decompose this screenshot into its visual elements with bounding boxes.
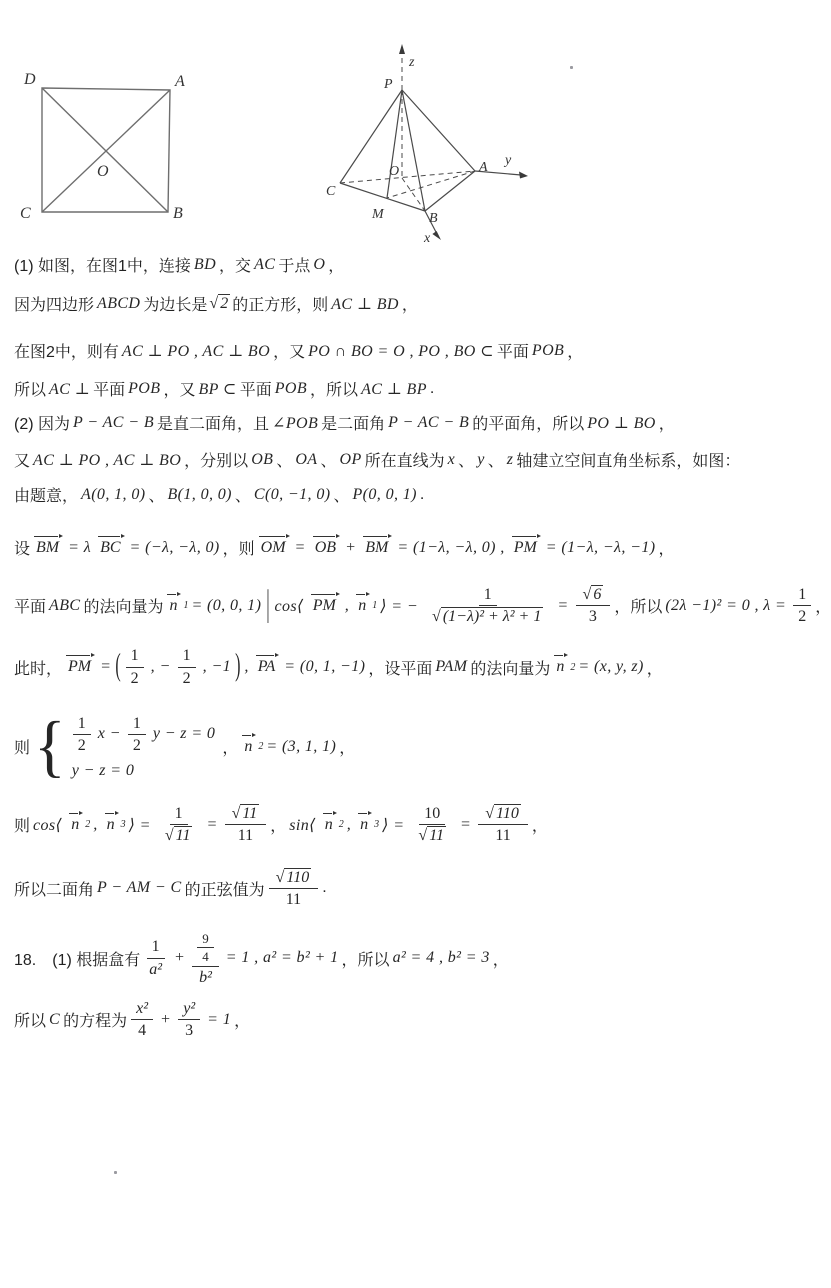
radicand: 11 [175, 827, 191, 845]
math: , [93, 815, 98, 833]
vector-BM: BM [36, 538, 60, 556]
text: ，所以 [341, 951, 390, 969]
math: P(0, 0, 1) [352, 485, 417, 503]
math: P − AC − B [73, 413, 155, 431]
math: O [313, 255, 326, 273]
text: 是二面角 [321, 416, 386, 433]
subscript: 3 [120, 819, 126, 831]
text: 平面 [496, 344, 529, 361]
text: . [419, 485, 425, 503]
text: ， [270, 818, 287, 836]
text: ， [339, 740, 356, 758]
frac-num [576, 585, 611, 606]
text: 、 [234, 488, 251, 505]
fraction [425, 585, 550, 626]
text: ， [234, 1013, 251, 1031]
frac-den: 4 [202, 949, 209, 965]
equation-system-line [14, 708, 794, 785]
text: 、 [487, 453, 504, 470]
label-A2: A [479, 160, 488, 175]
label-y-axis: y [505, 153, 512, 168]
math: = [460, 815, 472, 833]
text: 因为四边形 [14, 297, 95, 314]
text: 、 [148, 488, 165, 505]
subscript: 2 [258, 741, 264, 753]
math: , [244, 658, 249, 676]
radical-sign: √ [275, 868, 285, 886]
math: ⟩ = − [380, 597, 419, 615]
vector-n2b: n [244, 737, 253, 755]
math: cos⟨ [33, 816, 63, 834]
text: 平面 [14, 599, 47, 617]
math: P − AM − C [97, 879, 182, 897]
radical-sign: √ [231, 805, 241, 823]
math: B(1, 0, 0) [167, 485, 232, 503]
text: 平面 [93, 382, 126, 399]
math: + [160, 1010, 172, 1028]
math: OA [295, 450, 318, 468]
text: ，分别以 [184, 453, 249, 470]
coordinates-line [14, 483, 794, 506]
pm-pa-line [14, 646, 794, 687]
text: ，所以 [310, 382, 359, 399]
step-1-line [14, 253, 794, 276]
text: 此时， [14, 660, 63, 678]
text: ， [658, 541, 675, 558]
axis-arrowheads [399, 44, 528, 240]
sqrt [432, 608, 543, 625]
math: y − z = 0 [152, 725, 216, 743]
math: , [346, 815, 352, 833]
system-brace: { [34, 708, 66, 785]
cos-sin-line [14, 804, 794, 845]
subscript: 2 [338, 819, 344, 831]
math: AC ⊥ PO , AC ⊥ BO [121, 342, 271, 360]
math: , [344, 596, 350, 614]
ellipse-equation-line [14, 999, 794, 1040]
frac-num: 10 [419, 804, 445, 825]
step-2-line [14, 292, 794, 315]
math: P − AC − B [388, 413, 470, 431]
text: ，设平面 [368, 660, 433, 678]
vector-PM3: PM [68, 658, 92, 676]
abs-bar: | [266, 584, 270, 625]
text: ， [658, 416, 675, 433]
text: 又 [14, 453, 31, 470]
math: = 1 [207, 1010, 232, 1028]
text: 所以 [14, 1013, 47, 1031]
text: ， [222, 740, 239, 758]
math: = (0, 1, −1) [284, 658, 366, 676]
vector-BC: BC [100, 538, 121, 556]
vector-n2d: n [324, 815, 333, 833]
math: = [294, 538, 306, 556]
frac-num: 1 [170, 804, 188, 825]
conclusion-dihedral-line [14, 868, 794, 909]
text: ，交 [219, 258, 252, 275]
math: y [477, 450, 485, 468]
text: ，则 [222, 541, 255, 558]
math: AC ⊥ BD [331, 295, 399, 313]
text: 18. (1) 根据盒有 [14, 951, 141, 969]
math: ⟩ = [382, 816, 405, 834]
label-O2: O [389, 164, 400, 179]
frac-num [478, 804, 528, 825]
vector-bm-line [14, 536, 794, 559]
label-O: O [97, 163, 109, 180]
text: ， [328, 258, 345, 275]
math: = (3, 1, 1) [266, 737, 337, 755]
text: 为边长是 [143, 297, 208, 314]
sqrt [276, 869, 312, 886]
problem-18-line [14, 929, 794, 987]
text: 则 [14, 740, 31, 758]
label-A: A [175, 73, 185, 90]
math: = (−λ, −λ, 0) [129, 538, 220, 556]
label-D: D [24, 71, 36, 88]
fraction [126, 646, 144, 687]
math: POB [128, 379, 161, 397]
fraction [793, 585, 811, 626]
text: . [322, 879, 327, 897]
frac-num: x² [131, 999, 153, 1020]
axis-lines [425, 171, 521, 234]
text: ，又 [273, 344, 306, 361]
frac-den: 2 [130, 669, 139, 687]
vector-n3b: n [360, 815, 369, 833]
vector-n1b: n [358, 596, 367, 614]
text: 于点 [278, 258, 311, 275]
radicand: 11 [429, 827, 445, 845]
step-5-line [14, 411, 794, 434]
subscript: 2 [570, 661, 576, 673]
vector-OM: OM [260, 538, 286, 556]
math: (2λ −1)² = 0 , λ = [665, 596, 787, 614]
frac-num: 1 [128, 714, 146, 735]
math: y − z = 0 [71, 762, 135, 780]
radical-sign: √ [418, 827, 428, 845]
text: ， [815, 599, 831, 617]
math: A(0, 1, 0) [81, 485, 146, 503]
step-6-line [14, 448, 794, 471]
radicand: (1−λ)² + λ² + 1 [442, 608, 542, 626]
frac-den [411, 825, 453, 845]
text: 、 [320, 453, 337, 470]
math: = (x, y, z) [578, 658, 644, 676]
radicand: 110 [496, 805, 519, 823]
fraction [178, 999, 200, 1040]
subscript: 3 [374, 819, 380, 831]
fraction [225, 804, 267, 845]
label-x-axis: x [424, 231, 431, 246]
fraction [411, 804, 453, 845]
frac-den: a² [149, 960, 163, 978]
math: = [557, 596, 569, 614]
frac-num [192, 929, 219, 967]
radical-sign: √ [582, 586, 592, 603]
big-paren-right: ) [235, 649, 241, 684]
text: 由题意， [14, 488, 79, 505]
frac-den: b² [199, 969, 212, 987]
text: ， [492, 951, 509, 969]
math: PAM [435, 658, 468, 676]
frac-num: 1 [793, 585, 811, 606]
text: (2) 因为 [14, 416, 71, 433]
inner-fraction [197, 931, 214, 965]
frac-den [158, 825, 200, 845]
sqrt [165, 827, 193, 844]
math: ABCD [97, 294, 141, 312]
text: ， [401, 297, 418, 314]
fraction [131, 999, 153, 1040]
math: cos⟨ [274, 597, 304, 615]
math: AC [254, 255, 276, 273]
math: , − [150, 658, 171, 676]
figure-square-abcd [18, 60, 198, 232]
fraction [576, 585, 611, 626]
math: AC ⊥ BP [361, 380, 427, 398]
math: C [49, 1010, 61, 1028]
subscript: 2 [85, 819, 91, 831]
radical-sign: √ [164, 827, 174, 845]
vector-PM: PM [513, 538, 537, 556]
math: BD [193, 255, 217, 273]
math: ⟩ = [128, 816, 151, 834]
fraction-nested [192, 929, 219, 987]
print-speck [570, 66, 573, 69]
radical-sign: √ [209, 294, 219, 312]
frac-den: 3 [588, 608, 597, 626]
math: PO ⊥ BO [587, 414, 656, 432]
math: C(0, −1, 0) [253, 485, 331, 503]
sqrt [232, 805, 260, 822]
fraction [73, 714, 91, 755]
text: 是直二面角，且 [157, 416, 270, 433]
text: 、 [276, 453, 293, 470]
text: 在图2中，则有 [14, 344, 119, 361]
label-B2: B [429, 211, 438, 226]
text: 的平面角，所以 [472, 416, 585, 433]
subscript: 1 [372, 600, 378, 612]
text: 、 [458, 453, 475, 470]
system-rows [69, 714, 219, 780]
text: 轴建立空间直角坐标系，如图： [516, 453, 741, 470]
math: + [345, 538, 357, 556]
frac-num [269, 868, 319, 889]
label-C2: C [326, 184, 336, 199]
text: 所在直线为 [364, 453, 445, 470]
text: 平面 [239, 382, 272, 399]
text: ， [567, 344, 584, 361]
equation-system [34, 708, 218, 785]
math: + [174, 949, 186, 967]
print-speck [114, 1171, 117, 1174]
frac-num: 1 [178, 646, 196, 667]
frac-den: 2 [798, 608, 807, 626]
sqrt-2 [209, 295, 230, 313]
vector-n2c: n [71, 815, 80, 833]
frac-den: 11 [285, 890, 302, 908]
text: 的法向量为 [83, 599, 164, 617]
figure-pyramid-coordinates [322, 28, 547, 253]
step-4-line [14, 377, 794, 400]
text: 、 [333, 488, 350, 505]
text: ，又 [163, 382, 196, 399]
frac-den: 2 [77, 736, 86, 754]
radicand: 6 [593, 586, 602, 603]
math: = (0, 0, 1) [191, 596, 262, 614]
math: BP ⊂ [198, 380, 237, 398]
pyramid-solid-edges [340, 90, 475, 211]
text: 则 [14, 818, 31, 836]
frac-den: 11 [495, 827, 511, 845]
fraction [178, 646, 196, 687]
vector-PA: PA [257, 658, 276, 676]
math: PO ∩ BO = O , PO , BO ⊂ [308, 342, 494, 360]
math: ∠POB [272, 414, 319, 432]
frac-den: 2 [182, 669, 191, 687]
square-outline [42, 88, 170, 212]
label-P: P [384, 77, 393, 92]
text: 的正方形，则 [232, 297, 329, 314]
system-row-2 [69, 762, 219, 780]
sqrt [418, 827, 446, 844]
frac-den: 2 [132, 736, 141, 754]
math: AC ⊥ PO , AC ⊥ BO [33, 451, 182, 469]
math: AC ⊥ [49, 380, 91, 398]
frac-num: 1 [126, 646, 144, 667]
text: 设 [14, 541, 31, 558]
math: = λ [68, 538, 92, 556]
frac-num: 1 [147, 937, 165, 958]
frac-den: 11 [237, 827, 254, 845]
text: ， [531, 818, 548, 836]
fraction [158, 804, 200, 845]
label-z-axis: z [409, 55, 415, 70]
math: ABC [49, 596, 81, 614]
vector-n3: n [106, 815, 115, 833]
label-C: C [20, 205, 31, 222]
math: POB [531, 341, 565, 359]
math: z [506, 450, 514, 468]
radicand: 2 [220, 294, 229, 312]
math: = [206, 815, 218, 833]
subscript: 1 [183, 600, 189, 612]
math: x [447, 450, 456, 468]
text: 的法向量为 [470, 660, 551, 678]
fraction [269, 868, 319, 909]
text: (1) 如图，在图1中，连接 [14, 258, 191, 275]
frac-den: 3 [185, 1022, 194, 1040]
normal-vector-line [14, 584, 831, 626]
fraction [128, 714, 146, 755]
frac-num: 1 [479, 585, 497, 606]
frac-den: 4 [138, 1022, 147, 1040]
vector-n1: n [169, 596, 178, 614]
vector-PM2: PM [312, 596, 336, 614]
math: = [100, 658, 112, 676]
vector-OB: OB [314, 538, 337, 556]
math: x − [97, 725, 121, 743]
frac-den [425, 606, 550, 626]
radicand: 11 [242, 805, 258, 823]
big-paren-left: ( [115, 649, 121, 684]
text: ， [646, 660, 663, 678]
math: , −1 [202, 658, 232, 676]
frac-num: y² [178, 999, 200, 1020]
text: . [429, 379, 435, 397]
frac-num: 9 [197, 931, 214, 949]
math: a² = 4 , b² = 3 [392, 949, 490, 967]
math: sin⟨ [289, 816, 316, 834]
vector-BM2: BM [365, 538, 389, 556]
math: POB [274, 379, 308, 397]
vector-n2: n [556, 658, 565, 676]
math: OP [339, 450, 362, 468]
math: = 1 , a² = b² + 1 [225, 949, 339, 967]
system-row-1 [69, 714, 219, 755]
label-B: B [173, 205, 183, 222]
math: = (1−λ, −λ, −1) [545, 538, 656, 556]
fraction [478, 804, 528, 845]
fraction [144, 937, 167, 978]
step-3-line [14, 339, 794, 362]
math: OB [251, 450, 274, 468]
frac-num [225, 804, 267, 825]
label-M: M [372, 207, 384, 222]
math: = (1−λ, −λ, 0) , [397, 538, 505, 556]
text: 的方程为 [63, 1013, 128, 1031]
radical-sign: √ [485, 805, 494, 823]
radical-sign: √ [432, 608, 441, 626]
text: 的正弦值为 [184, 881, 265, 899]
frac-num: 1 [73, 714, 91, 735]
sqrt [485, 805, 521, 822]
text: 所以二面角 [14, 881, 95, 899]
text: ，所以 [614, 599, 663, 617]
radicand: 110 [286, 868, 310, 886]
text: 所以 [14, 382, 47, 399]
sqrt [583, 586, 604, 603]
